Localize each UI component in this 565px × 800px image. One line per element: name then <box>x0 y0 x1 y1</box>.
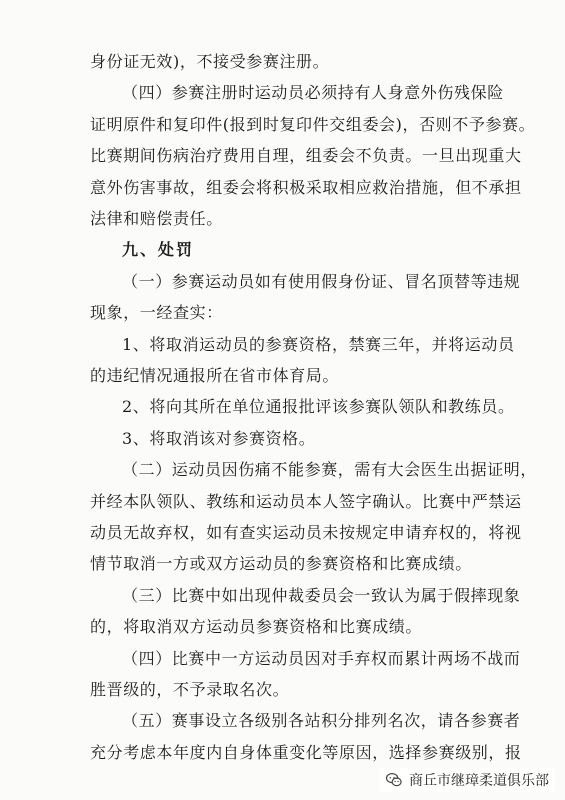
text-line: 胜晋级的，不予录取名次。 <box>90 680 290 699</box>
text-line: （四）比赛中一方运动员因对手弃权而累计两场不战而 <box>122 648 521 668</box>
text-line: 情节取消一方或双方运动员的参赛资格和比赛成绩。 <box>90 554 472 574</box>
text-line: （二）运动员因伤痛不能参赛，需有大会医生出据证明， <box>122 460 538 480</box>
text-line: （三）比赛中如出现仲裁委员会一致认为属于假摔现象 <box>122 585 521 605</box>
text-line: 法律和赔偿责任。 <box>90 209 223 228</box>
text-line: 比赛期间伤病治疗费用自理，组委会不负责。一旦出现重大 <box>90 146 522 166</box>
text-line: （五）赛事设立各级别各站积分排列名次，请各参赛者 <box>122 711 521 731</box>
text-line: 的，将取消双方运动员参赛资格和比赛成绩。 <box>90 617 423 637</box>
text-line: 的违纪情况通报所在省市体育局。 <box>90 366 340 385</box>
wechat-icon <box>385 771 403 789</box>
watermark <box>379 768 555 792</box>
text-line: 证明原件和复印件(报到时复印件交组委会)，否则不予参赛。 <box>90 114 536 134</box>
watermark-text: 商丘市继璋柔道俱乐部 <box>409 773 549 789</box>
text-line: 充分考虑本年度内自身体重变化等原因，选择参赛级别，报 <box>90 742 522 762</box>
text-line: 意外伤害事故，组委会将积极采取相应救治措施，但不承担 <box>90 177 522 197</box>
section-heading: 九、处罚 <box>122 240 195 260</box>
text-line: 动员无故弃权，如有查实运动员未按规定申请弃权的，将视 <box>90 523 522 542</box>
text-line: 1、将取消运动员的参赛资格，禁赛三年，并将运动员 <box>122 334 515 354</box>
text-line: 并经本队领队、教练和运动员本人签字确认。比赛中严禁运 <box>90 491 522 511</box>
text-line: 2、将向其所在单位通报批评该参赛队领队和教练员。 <box>122 397 515 417</box>
text-line: 现象，一经查实： <box>90 303 223 323</box>
text-line: 3、将取消该对参赛资格。 <box>122 428 316 448</box>
text-line: （一）参赛运动员如有使用假身份证、冒名顶替等违规 <box>122 271 521 291</box>
text-line: 身份证无效)，不接受参赛注册。 <box>90 52 330 71</box>
text-line: （四）参赛注册时运动员必须持有人身意外伤残保险 <box>122 83 504 103</box>
